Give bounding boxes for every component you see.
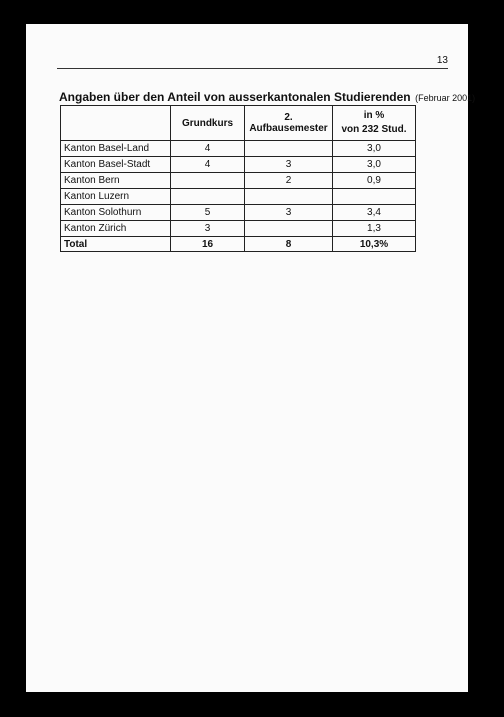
- total-row: [61, 237, 416, 252]
- header-percent: [333, 106, 416, 141]
- header-percent-line1: in %: [363, 110, 385, 121]
- row-label: Kanton Bern: [61, 173, 171, 189]
- cell-aufbau: [245, 141, 333, 157]
- table-row: [61, 173, 416, 189]
- page-number: 13: [436, 55, 448, 66]
- cell-grundkurs: [171, 189, 245, 205]
- cell-aufbau: [245, 189, 333, 205]
- row-label: Kanton Zürich: [61, 221, 171, 237]
- total-aufbau: 8: [245, 237, 333, 252]
- header-grundkurs: Grundkurs: [171, 106, 245, 141]
- cell-grundkurs: 4: [171, 141, 245, 157]
- row-label: Kanton Basel-Land: [61, 141, 171, 157]
- cell-grundkurs: [171, 173, 245, 189]
- total-label: Total: [61, 237, 171, 252]
- cell-aufbau: 3: [245, 157, 333, 173]
- students-table: [60, 105, 416, 252]
- header-blank: [61, 106, 171, 141]
- cell-percent: 0,9: [333, 173, 416, 189]
- cell-percent: 1,3: [333, 221, 416, 237]
- table-header-row: [61, 106, 416, 141]
- document-page: [26, 24, 476, 692]
- heading-note: (Februar 2001): [415, 93, 476, 103]
- cell-aufbau: [245, 221, 333, 237]
- header-percent-line2: von 232 Stud.: [341, 124, 407, 135]
- cell-aufbau: 2: [245, 173, 333, 189]
- row-label: Kanton Luzern: [61, 189, 171, 205]
- table-row: [61, 141, 416, 157]
- cell-grundkurs: 5: [171, 205, 245, 221]
- table-row: [61, 157, 416, 173]
- header-aufbausemester: 2. Aufbausemester: [245, 106, 333, 141]
- total-grundkurs: 16: [171, 237, 245, 252]
- row-label: Kanton Basel-Stadt: [61, 157, 171, 173]
- cell-percent: 3,0: [333, 141, 416, 157]
- cell-percent: [333, 189, 416, 205]
- total-percent: 10,3%: [333, 237, 416, 252]
- cell-grundkurs: 3: [171, 221, 245, 237]
- table-heading: [59, 88, 475, 106]
- row-label: Kanton Solothurn: [61, 205, 171, 221]
- cell-percent: 3,0: [333, 157, 416, 173]
- table-row: [61, 205, 416, 221]
- table-row: [61, 221, 416, 237]
- cell-aufbau: 3: [245, 205, 333, 221]
- cell-percent: 3,4: [333, 205, 416, 221]
- table-row: [61, 189, 416, 205]
- heading-text: Angaben über den Anteil von ausserkantonalen Studierenden: [59, 90, 411, 104]
- cell-grundkurs: 4: [171, 157, 245, 173]
- header-rule: [57, 68, 448, 69]
